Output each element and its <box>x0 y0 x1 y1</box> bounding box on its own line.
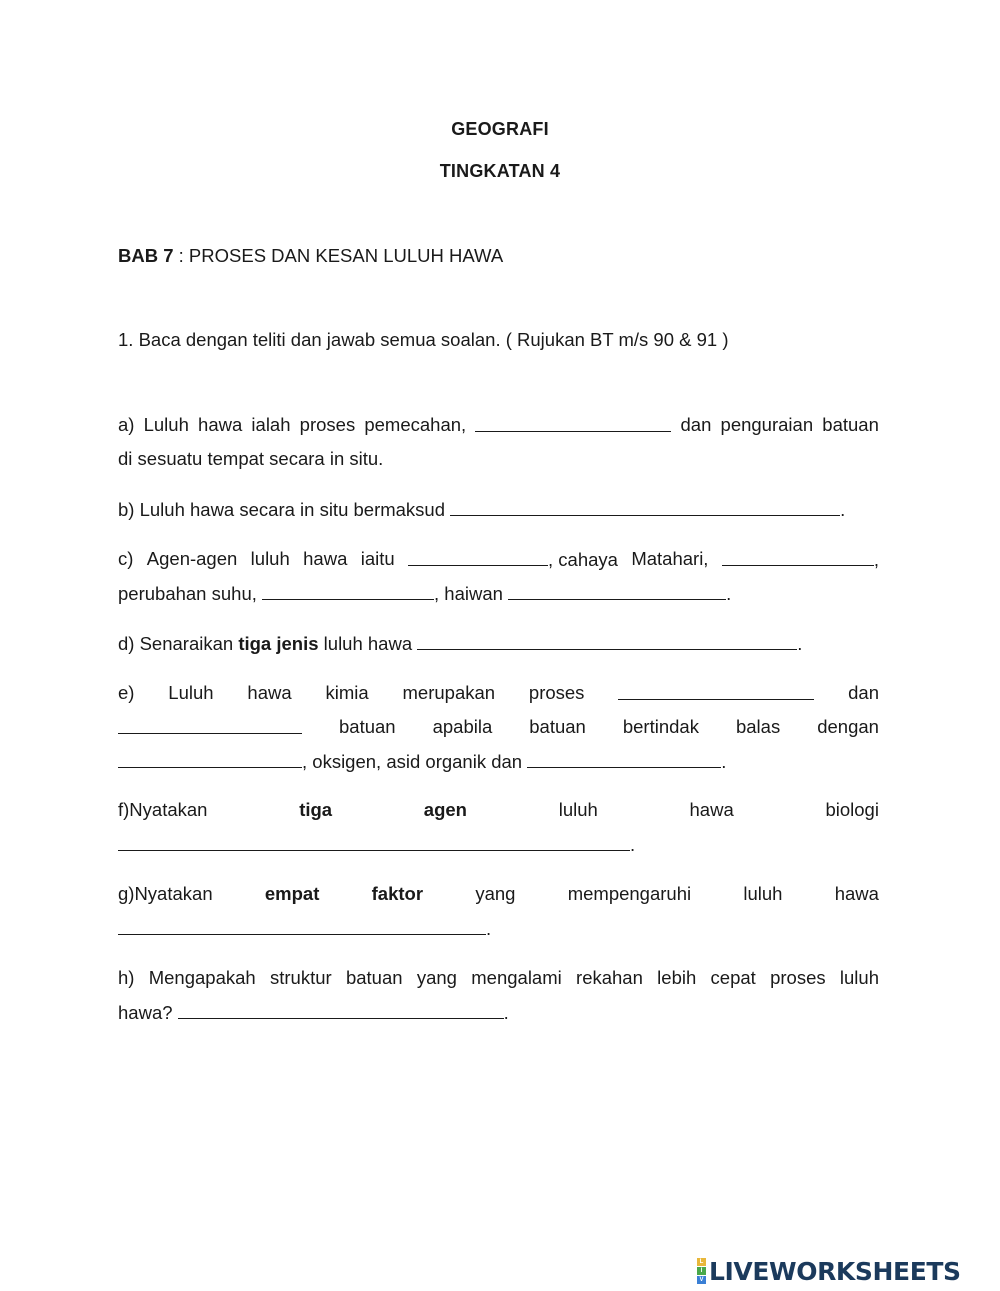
chapter-label: BAB 7 <box>118 245 174 266</box>
answer-blank[interactable] <box>118 716 302 734</box>
question-c-line2: perubahan suhu, , haiwan . <box>118 583 732 604</box>
question-h-line1: h) Mengapakah struktur batuan yang mengalami rekahan lebih cepat proses luluh <box>118 967 879 988</box>
question-h-line2: hawa? . <box>118 1002 509 1023</box>
answer-blank[interactable] <box>178 1001 504 1019</box>
question-f-line2: . <box>118 833 635 856</box>
answer-blank[interactable] <box>417 632 797 650</box>
answer-blank[interactable] <box>475 414 671 432</box>
question-a-line1: a) Luluh hawa ialah proses pemecahan, dan penguraian batuan <box>118 414 879 435</box>
answer-blank[interactable] <box>722 548 874 566</box>
logo-block: L <box>697 1258 706 1266</box>
answer-blank[interactable] <box>118 750 302 768</box>
answer-blank[interactable] <box>262 582 434 600</box>
question-e-line2: batuan apabila batuan bertindak balas dengan <box>118 716 879 738</box>
answer-blank[interactable] <box>408 548 548 566</box>
subject-title: GEOGRAFI <box>451 119 549 139</box>
answer-blank[interactable] <box>118 917 486 935</box>
question-e-line3: , oksigen, asid organik dan . <box>118 750 726 773</box>
liveworksheets-logo <box>697 1258 961 1284</box>
question-e-line1: e) Luluh hawa kimia merupakan proses dan <box>118 682 879 703</box>
question-f-line1: f)Nyatakan tiga agen luluh hawa biologi <box>118 799 879 820</box>
form-title: TINGKATAN 4 <box>439 161 561 181</box>
answer-blank[interactable] <box>118 833 630 851</box>
question-a-line2: di sesuatu tempat secara in situ. <box>118 448 384 469</box>
answer-blank[interactable] <box>508 582 726 600</box>
instruction-text: 1. Baca dengan teliti dan jawab semua soalan. ( Rujukan BT m/s 90 & 91 ) <box>118 329 729 350</box>
chapter-title: : PROSES DAN KESAN LULUH HAWA <box>173 245 504 266</box>
answer-blank[interactable] <box>618 682 814 700</box>
logo-block: I <box>697 1267 706 1275</box>
logo-block: V <box>697 1276 706 1284</box>
answer-blank[interactable] <box>527 750 721 768</box>
question-g-line1: g)Nyatakan empat faktor yang mempengaruhi luluh hawa <box>118 883 879 904</box>
question-c-line1: c) Agen-agen luluh hawa iaitu , cahaya Matahari, , <box>118 548 879 570</box>
question-d: d) Senaraikan tiga jenis luluh hawa . <box>118 633 803 654</box>
chapter-heading <box>118 245 503 267</box>
liveworksheets-logo-icon <box>697 1258 706 1284</box>
answer-blank[interactable] <box>450 498 840 516</box>
question-b: b) Luluh hawa secara in situ bermaksud . <box>118 499 846 520</box>
liveworksheets-logo-text: LIVEWORKSHEETS <box>709 1256 961 1286</box>
question-g-line2: . <box>118 917 491 940</box>
